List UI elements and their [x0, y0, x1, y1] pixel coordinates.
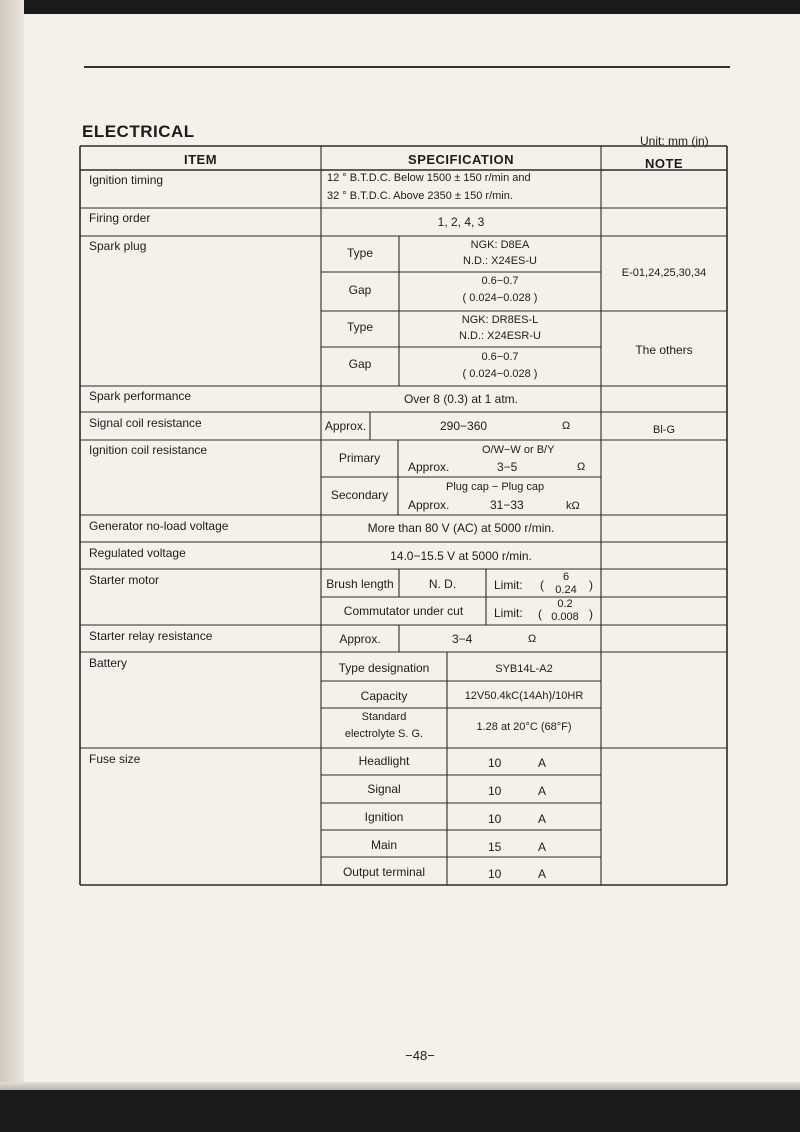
header-item: ITEM	[183, 152, 218, 167]
starter-motor-label: Starter motor	[89, 573, 160, 587]
brush-limit-in: 0.24	[555, 584, 577, 596]
fuse-output-terminal-name: Output terminal	[342, 865, 426, 879]
ignition-coil-primary-wires: O/W−W or B/Y	[482, 444, 555, 456]
ignition-timing-line2: 32 ° B.T.D.C. Above 2350 ± 150 r/min.	[327, 190, 513, 202]
ignition-coil-secondary-label: Secondary	[330, 488, 389, 502]
firing-order-value: 1, 2, 4, 3	[437, 215, 485, 229]
fuse-headlight-name: Headlight	[358, 754, 410, 768]
spark-plug-type-ngk-2: NGK: DR8ES-L	[461, 314, 539, 326]
spark-performance-value: Over 8 (0.3) at 1 atm.	[403, 392, 519, 406]
battery-capacity-label: Capacity	[360, 689, 408, 703]
starter-relay-label: Starter relay resistance	[89, 629, 213, 643]
battery-electrolyte-line1: Standard	[361, 711, 407, 723]
ignition-coil-primary-unit: Ω	[577, 461, 586, 473]
commutator-limit-paren-close: )	[589, 607, 593, 621]
battery-type-value: SYB14L-A2	[495, 663, 553, 675]
ignition-coil-secondary-unit: kΩ	[566, 500, 580, 512]
ignition-coil-secondary-value: 31−33	[490, 498, 524, 512]
fuse-headlight-value: 10	[488, 756, 502, 770]
spark-plug-gap-mm-2: 0.6−0.7	[481, 351, 519, 363]
firing-order-label: Firing order	[89, 211, 151, 225]
spark-plug-note-2: The others	[635, 343, 693, 357]
fuse-ignition-unit: A	[538, 812, 547, 826]
battery-electrolyte-line2: electrolyte S. G.	[344, 728, 424, 740]
regulated-voltage-label: Regulated voltage	[89, 546, 186, 560]
fuse-signal-value: 10	[488, 784, 502, 798]
commutator-limit-paren-open: (	[538, 607, 542, 621]
spark-plug-gap-mm-1: 0.6−0.7	[481, 275, 519, 287]
fuse-main-value: 15	[488, 840, 502, 854]
spark-plug-type-nd-1: N.D.: X24ES-U	[463, 255, 537, 267]
unit-note: Unit: mm (in)	[640, 134, 709, 148]
generator-label: Generator no-load voltage	[89, 519, 229, 533]
signal-coil-value: 290−360	[440, 419, 488, 433]
starter-relay-unit: Ω	[528, 633, 537, 645]
header-specification: SPECIFICATION	[408, 152, 514, 167]
ignition-coil-primary-value: 3−5	[497, 460, 518, 474]
regulated-voltage-value: 14.0−15.5 V at 5000 r/min.	[390, 549, 532, 563]
brush-length-label: Brush length	[326, 577, 394, 591]
fuse-ignition-name: Ignition	[364, 810, 404, 824]
battery-type-label: Type designation	[338, 661, 430, 675]
ignition-timing-label: Ignition timing	[89, 173, 164, 187]
battery-label: Battery	[89, 656, 128, 670]
spark-plug-gap-label-1: Gap	[348, 283, 372, 297]
ignition-coil-secondary-approx: Approx.	[408, 498, 450, 512]
starter-relay-approx: Approx.	[339, 632, 381, 646]
page-number: −48−	[405, 1048, 435, 1063]
fuse-output-terminal-value: 10	[488, 867, 502, 881]
fuse-main-unit: A	[538, 840, 547, 854]
ignition-timing-line1: 12 ° B.T.D.C. Below 1500 ± 150 r/min and	[327, 172, 531, 184]
generator-value: More than 80 V (AC) at 5000 r/min.	[367, 521, 555, 535]
battery-electrolyte-value: 1.28 at 20°C (68°F)	[476, 721, 572, 733]
spark-plug-label: Spark plug	[89, 239, 147, 253]
brush-limit-label: Limit:	[494, 578, 523, 592]
section-title: ELECTRICAL	[82, 122, 195, 141]
fuse-signal-unit: A	[538, 784, 547, 798]
commutator-limit-mm: 0.2	[557, 598, 573, 610]
brush-limit-paren-close: )	[589, 578, 593, 592]
ignition-coil-secondary-wires: Plug cap − Plug cap	[446, 481, 545, 493]
spark-plug-type-ngk-1: NGK: D8EA	[470, 239, 530, 251]
signal-coil-note: Bl-G	[653, 424, 675, 436]
starter-relay-value: 3−4	[452, 632, 473, 646]
signal-coil-label: Signal coil resistance	[89, 416, 202, 430]
spark-plug-gap-in-1: ( 0.024−0.028 )	[462, 292, 538, 304]
fuse-signal-name: Signal	[367, 782, 401, 796]
fuse-ignition-value: 10	[488, 812, 502, 826]
brush-limit-paren-open: (	[540, 578, 544, 592]
ignition-coil-primary-label: Primary	[338, 451, 381, 465]
battery-capacity-value: 12V50.4kC(14Ah)/10HR	[464, 690, 584, 702]
spark-plug-gap-in-2: ( 0.024−0.028 )	[462, 368, 538, 380]
fuse-size-label: Fuse size	[89, 752, 141, 766]
spark-plug-type-label-1: Type	[346, 246, 373, 260]
brush-length-value: N. D.	[428, 577, 457, 591]
brush-limit-mm: 6	[562, 571, 570, 583]
spark-plug-gap-label-2: Gap	[348, 357, 372, 371]
ignition-coil-label: Ignition coil resistance	[89, 443, 208, 457]
ignition-coil-primary-approx: Approx.	[408, 460, 450, 474]
commutator-limit-label: Limit:	[494, 606, 523, 620]
signal-coil-approx: Approx.	[324, 419, 367, 433]
commutator-label: Commutator under cut	[343, 604, 464, 618]
fuse-output-terminal-unit: A	[538, 867, 547, 881]
header-note: NOTE	[644, 156, 684, 171]
fuse-headlight-unit: A	[538, 756, 547, 770]
spark-plug-note-1: E-01,24,25,30,34	[621, 267, 707, 279]
spark-plug-type-label-2: Type	[346, 320, 373, 334]
spark-performance-label: Spark performance	[89, 389, 192, 403]
spark-plug-type-nd-2: N.D.: X24ESR-U	[459, 330, 541, 342]
fuse-main-name: Main	[370, 838, 397, 852]
signal-coil-unit: Ω	[562, 420, 571, 432]
commutator-limit-in: 0.008	[551, 611, 579, 623]
